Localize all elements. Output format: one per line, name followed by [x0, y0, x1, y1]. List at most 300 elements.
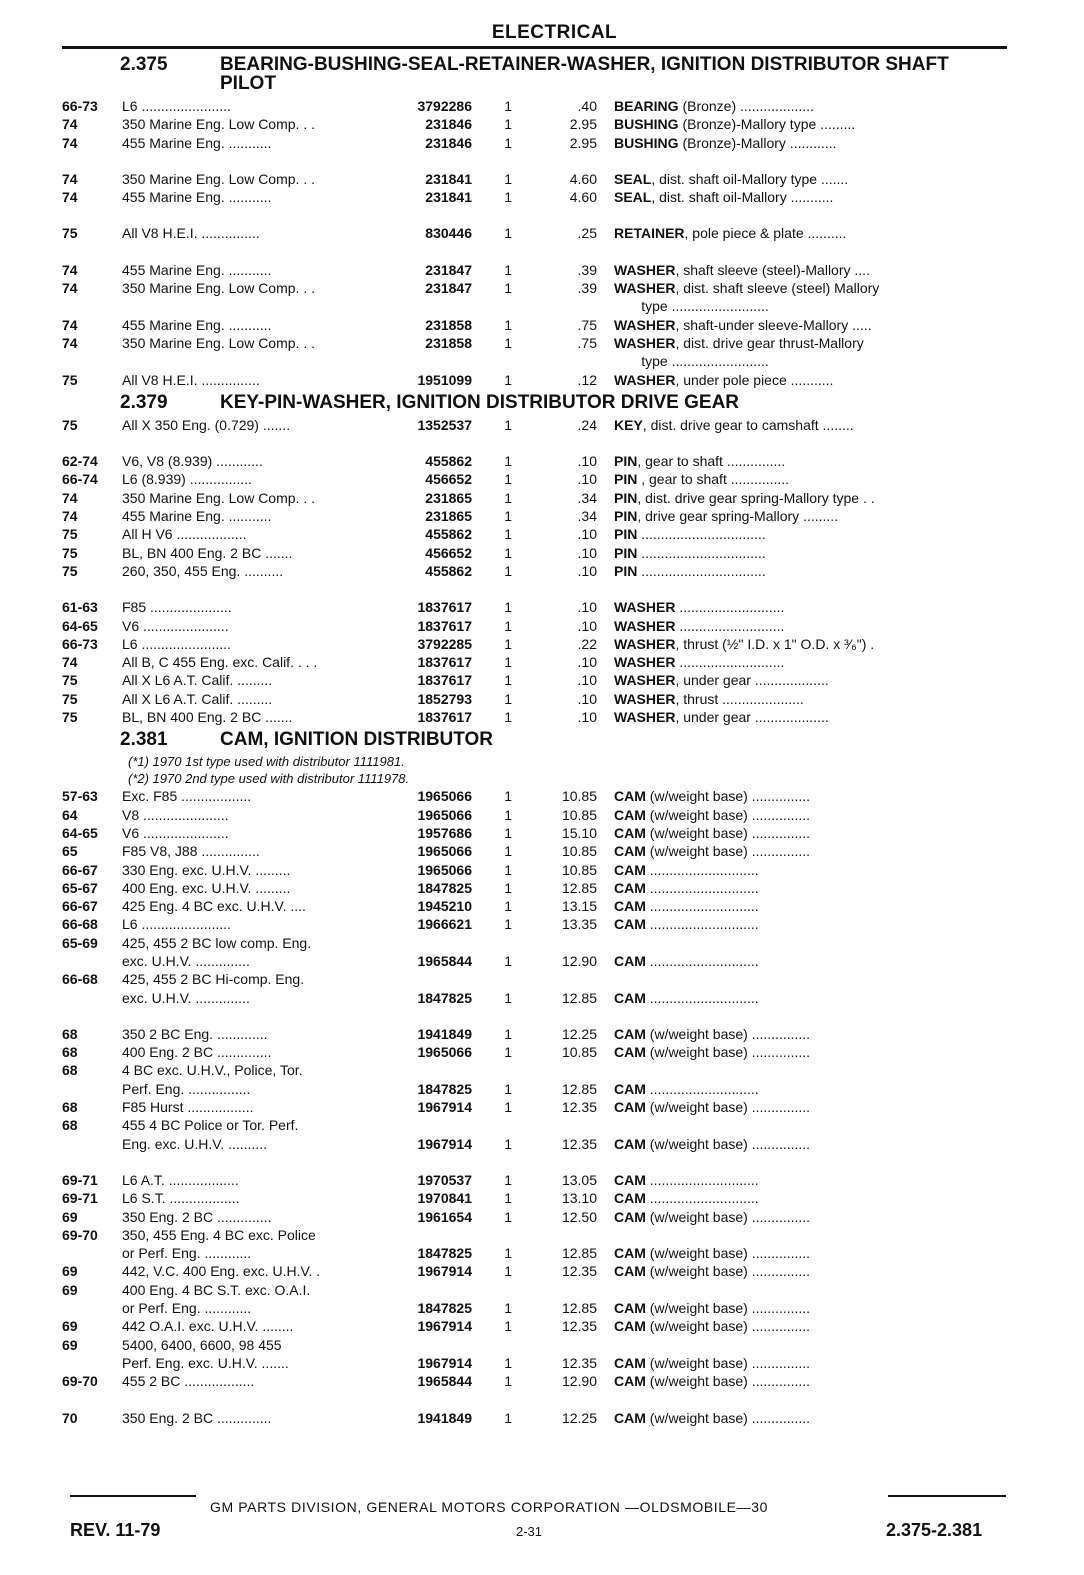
- item-name: BEARING: [614, 98, 679, 114]
- quantity: 1: [504, 1373, 512, 1390]
- item-name: KEY: [614, 416, 643, 433]
- price: .10: [577, 544, 597, 561]
- part-number: 1961654: [417, 1208, 472, 1225]
- part-number: 455862: [425, 453, 472, 470]
- table-row: [62, 416, 1007, 434]
- price: [512, 1226, 597, 1244]
- model-year: 65-69: [62, 934, 98, 951]
- item-detail: , pole piece & plate ..........: [684, 225, 847, 242]
- price: .40: [577, 98, 597, 114]
- application: L6 (8.939) ................: [122, 471, 252, 488]
- item-name: CAM: [614, 1354, 646, 1371]
- model-year: 74: [62, 508, 78, 525]
- part-number: 231846: [425, 134, 472, 151]
- price: [512, 1061, 597, 1079]
- quantity: 1: [504, 1080, 512, 1097]
- description: [597, 97, 974, 115]
- item-detail: , dist. shaft oil-Mallory ...........: [651, 189, 834, 206]
- application: 350 Eng. 2 BC ..............: [122, 1208, 272, 1225]
- quantity: 1: [504, 334, 512, 351]
- application: 5400, 6400, 6600, 98 455: [122, 1336, 282, 1353]
- item-detail: ............................: [645, 898, 759, 915]
- part-number: 1847825: [417, 879, 472, 896]
- quantity: 1: [504, 1208, 512, 1225]
- price: [512, 1281, 597, 1299]
- part-number: 1837617: [417, 654, 472, 671]
- description: [597, 897, 974, 915]
- part-number: 231846: [425, 116, 472, 133]
- table-row: [62, 334, 1007, 352]
- price: 15.10: [561, 824, 597, 841]
- item-name: CAM: [614, 989, 646, 1006]
- part-number: 1837617: [417, 672, 472, 689]
- model-year: 75: [62, 562, 78, 579]
- application: 4 BC exc. U.H.V., Police, Tor.: [122, 1062, 303, 1079]
- table-row: [62, 952, 1007, 970]
- part-number: [392, 1116, 472, 1134]
- description: [597, 1116, 974, 1134]
- part-number: [392, 1226, 472, 1244]
- quantity: 1: [504, 843, 512, 860]
- item-name: CAM: [614, 1190, 646, 1207]
- item-detail: ............................: [645, 952, 759, 969]
- price: .12: [577, 371, 597, 388]
- item-name: WASHER: [614, 261, 676, 278]
- application: 455 Marine Eng. ...........: [122, 134, 272, 151]
- quantity: [472, 970, 512, 988]
- item-detail: ................................: [637, 544, 766, 561]
- table-row: [62, 806, 1007, 824]
- section-heading: [62, 393, 1007, 412]
- part-number: 3792285: [417, 635, 472, 652]
- price: 12.85: [561, 989, 597, 1006]
- item-name: CAM: [614, 1409, 646, 1426]
- part-number: 1967914: [417, 1318, 472, 1335]
- item-name: WASHER: [614, 709, 676, 726]
- model-year: 64-65: [62, 824, 98, 841]
- item-detail: ............................: [645, 1080, 759, 1097]
- item-name: PIN: [614, 489, 638, 506]
- item-detail: ...........................: [675, 617, 785, 634]
- part-number: 1970537: [417, 1171, 472, 1188]
- quantity: 1: [504, 635, 512, 652]
- price: 4.60: [569, 170, 597, 187]
- item-detail: ............................: [645, 1171, 759, 1188]
- model-year: 68: [62, 1117, 78, 1134]
- part-number: [392, 1061, 472, 1079]
- part-number: [392, 297, 472, 315]
- model-year: 68: [62, 1099, 78, 1116]
- application: Exc. F85 ..................: [122, 788, 252, 805]
- item-name: CAM: [614, 1171, 646, 1188]
- application: V6 ......................: [122, 824, 229, 841]
- part-number: 1941849: [417, 1409, 472, 1426]
- item-detail: ...........................: [675, 654, 785, 671]
- row-spacer: [62, 434, 1007, 452]
- description: [597, 1244, 974, 1262]
- quantity: 1: [504, 1025, 512, 1042]
- model-year: 75: [62, 526, 78, 543]
- price: .39: [577, 280, 597, 297]
- quantity: 1: [504, 916, 512, 933]
- application: 455 Marine Eng. ...........: [122, 261, 272, 278]
- price: 4.60: [569, 189, 597, 206]
- quantity: 1: [504, 672, 512, 689]
- model-year: 66-68: [62, 971, 98, 988]
- part-number: 231847: [425, 280, 472, 297]
- table-row: [62, 544, 1007, 562]
- model-year: 66-67: [62, 898, 98, 915]
- application: 425 Eng. 4 BC exc. U.H.V. ....: [122, 898, 306, 915]
- item-detail: , dist. drive gear to camshaft ........: [642, 416, 854, 433]
- item-name: WASHER: [614, 635, 676, 652]
- table-row: [62, 1098, 1007, 1116]
- description: [597, 1025, 974, 1043]
- description: [597, 1189, 974, 1207]
- quantity: 1: [504, 898, 512, 915]
- description: [597, 1043, 974, 1061]
- table-row: [62, 297, 1007, 315]
- application: 400 Eng. 4 BC S.T. exc. O.A.I.: [122, 1281, 311, 1298]
- item-name: BUSHING: [614, 116, 679, 133]
- price: 2.95: [569, 116, 597, 133]
- description: [597, 952, 974, 970]
- price: 12.90: [561, 1373, 597, 1390]
- description: [597, 842, 974, 860]
- table-row: [62, 1043, 1007, 1061]
- application: 455 Marine Eng. ...........: [122, 316, 272, 333]
- item-name: CAM: [614, 1245, 646, 1262]
- item-detail: ............................: [645, 861, 759, 878]
- table-row: [62, 1317, 1007, 1335]
- quantity: 1: [504, 508, 512, 525]
- item-name: PIN: [614, 471, 638, 488]
- item-detail: (w/weight base) ...............: [645, 824, 811, 841]
- table-row: [62, 470, 1007, 488]
- table-row: [62, 261, 1007, 279]
- model-year: 69-70: [62, 1373, 98, 1390]
- application: F85 .....................: [122, 599, 232, 616]
- quantity: 1: [504, 617, 512, 634]
- description: [597, 1336, 974, 1354]
- part-number: 1847825: [417, 1245, 472, 1262]
- quantity: 1: [504, 861, 512, 878]
- table-row: [62, 824, 1007, 842]
- quantity: 1: [504, 471, 512, 488]
- description: [597, 806, 974, 824]
- table-row: [62, 1025, 1007, 1043]
- application: 350 Marine Eng. Low Comp. . .: [122, 116, 315, 133]
- description: [597, 671, 974, 689]
- item-detail: (w/weight base) ...............: [645, 1208, 811, 1225]
- quantity: [472, 934, 512, 952]
- part-number: 1941849: [417, 1025, 472, 1042]
- price: .10: [577, 453, 597, 470]
- description: [597, 224, 974, 242]
- quantity: 1: [504, 416, 512, 433]
- description: [597, 188, 974, 206]
- part-number: 1967914: [417, 1263, 472, 1280]
- model-year: 69: [62, 1281, 78, 1298]
- quantity: 1: [504, 170, 512, 187]
- price: 12.25: [561, 1025, 597, 1042]
- quantity: 1: [504, 134, 512, 151]
- quantity: [472, 1061, 512, 1079]
- application: 350 Marine Eng. Low Comp. . .: [122, 334, 315, 351]
- application: Perf. Eng. exc. U.H.V. .......: [122, 1354, 289, 1371]
- table-row: [62, 635, 1007, 653]
- item-detail: (w/weight base) ...............: [645, 1318, 811, 1335]
- quantity: 1: [504, 98, 512, 114]
- table-row: [62, 134, 1007, 152]
- item-name: WASHER: [614, 371, 676, 388]
- table-row: [62, 188, 1007, 206]
- item-detail: (w/weight base) ...............: [645, 1409, 811, 1426]
- quantity: [472, 1336, 512, 1354]
- item-name: CAM: [614, 1300, 646, 1317]
- description: [597, 690, 974, 708]
- application: 260, 350, 455 Eng. ..........: [122, 562, 284, 579]
- price: 12.35: [561, 1135, 597, 1152]
- item-detail: (w/weight base) ...............: [645, 1300, 811, 1317]
- price: .10: [577, 654, 597, 671]
- item-detail: (w/weight base) ...............: [645, 806, 811, 823]
- description: [597, 1098, 974, 1116]
- model-year: 66-68: [62, 916, 98, 933]
- quantity: 1: [504, 806, 512, 823]
- part-number: 1965066: [417, 788, 472, 805]
- description: [597, 1208, 974, 1226]
- quantity: 1: [504, 1190, 512, 1207]
- table-row: [62, 1226, 1007, 1244]
- item-name: CAM: [614, 843, 646, 860]
- section-heading: [62, 55, 1007, 93]
- item-detail: , shaft-under sleeve-Mallory .....: [675, 316, 872, 333]
- description: [597, 261, 974, 279]
- item-detail: (Bronze)-Mallory type .........: [678, 116, 856, 133]
- application: All X L6 A.T. Calif. .........: [122, 690, 273, 707]
- item-name: WASHER: [614, 690, 676, 707]
- application: L6 A.T. ..................: [122, 1171, 239, 1188]
- table-row: [62, 525, 1007, 543]
- section-title: KEY-PIN-WASHER, IGNITION DISTRIBUTOR DRIVE GEAR: [220, 391, 740, 413]
- price: .10: [577, 672, 597, 689]
- item-detail: type .........................: [614, 353, 769, 370]
- part-number: 231858: [425, 334, 472, 351]
- description: [597, 1262, 974, 1280]
- price: 12.85: [561, 1245, 597, 1262]
- application: L6 .......................: [122, 635, 231, 652]
- application: BL, BN 400 Eng. 2 BC .......: [122, 709, 293, 726]
- application: L6 .......................: [122, 916, 231, 933]
- price: .24: [577, 416, 597, 433]
- item-name: CAM: [614, 824, 646, 841]
- application: All V8 H.E.I. ...............: [122, 371, 260, 388]
- application: All H V6 ..................: [122, 526, 247, 543]
- model-year: 61-63: [62, 599, 98, 616]
- description: [597, 525, 974, 543]
- part-number: 1967914: [417, 1135, 472, 1152]
- quantity: 1: [504, 316, 512, 333]
- table-row: [62, 97, 1007, 115]
- application: V6 ......................: [122, 617, 229, 634]
- application: 442, V.C. 400 Eng. exc. U.H.V. .: [122, 1263, 321, 1280]
- model-year: 74: [62, 189, 78, 206]
- quantity: 1: [504, 225, 512, 242]
- application: 350 Marine Eng. Low Comp. . .: [122, 489, 315, 506]
- model-year: 75: [62, 690, 78, 707]
- description: [597, 915, 974, 933]
- table-row: [62, 316, 1007, 334]
- table-row: [62, 842, 1007, 860]
- item-name: WASHER: [614, 280, 676, 297]
- quantity: [472, 1226, 512, 1244]
- price: 2.95: [569, 134, 597, 151]
- item-detail: , dist. drive gear thrust-Mallory: [675, 334, 864, 351]
- price: .75: [577, 316, 597, 333]
- item-name: CAM: [614, 1025, 646, 1042]
- application: exc. U.H.V. ..............: [122, 989, 250, 1006]
- quantity: 1: [504, 1300, 512, 1317]
- application: F85 V8, J88 ...............: [122, 843, 260, 860]
- table-row: [62, 1061, 1007, 1079]
- price: .10: [577, 562, 597, 579]
- price: [512, 934, 597, 952]
- model-year: 57-63: [62, 788, 98, 805]
- table-row: [62, 1354, 1007, 1372]
- item-name: WASHER: [614, 654, 676, 671]
- application: 350 2 BC Eng. .............: [122, 1025, 268, 1042]
- application: 455 2 BC ..................: [122, 1373, 255, 1390]
- description: [597, 934, 974, 952]
- model-year: 74: [62, 116, 78, 133]
- item-name: CAM: [614, 952, 646, 969]
- item-detail: (w/weight base) ...............: [645, 1044, 811, 1061]
- quantity: 1: [504, 1263, 512, 1280]
- application: 425, 455 2 BC Hi-comp. Eng.: [122, 971, 305, 988]
- footer-rule-right: [888, 1495, 1006, 1497]
- description: [597, 544, 974, 562]
- description: [597, 1372, 974, 1390]
- item-name: WASHER: [614, 334, 676, 351]
- description: [597, 653, 974, 671]
- description: [597, 1080, 974, 1098]
- part-number: 1957686: [417, 824, 472, 841]
- quantity: 1: [504, 1044, 512, 1061]
- table-row: [62, 671, 1007, 689]
- part-number: 1837617: [417, 599, 472, 616]
- description: [597, 1061, 974, 1079]
- section-number: 2.381: [120, 729, 168, 751]
- row-spacer: [62, 1153, 1007, 1171]
- application: All X 350 Eng. (0.729) .......: [122, 416, 291, 433]
- model-year: 69-71: [62, 1171, 98, 1188]
- section-title: CAM, IGNITION DISTRIBUTOR: [220, 729, 494, 751]
- application: [122, 297, 392, 315]
- item-detail: , under pole piece ...........: [675, 371, 834, 388]
- revision-label: REV. 11-79: [70, 1520, 161, 1540]
- model-year: 66-73: [62, 98, 98, 114]
- table-row: [62, 1171, 1007, 1189]
- item-detail: (w/weight base) ...............: [645, 1263, 811, 1280]
- application: 400 Eng. exc. U.H.V. .........: [122, 879, 291, 896]
- quantity: 1: [504, 952, 512, 969]
- price: 12.90: [561, 952, 597, 969]
- price: 13.15: [561, 898, 597, 915]
- table-row: [62, 897, 1007, 915]
- price: .22: [577, 635, 597, 652]
- item-name: CAM: [614, 1080, 646, 1097]
- table-row: [62, 934, 1007, 952]
- item-name: WASHER: [614, 672, 676, 689]
- price: 12.35: [561, 1263, 597, 1280]
- quantity: 1: [504, 824, 512, 841]
- part-number: 455862: [425, 562, 472, 579]
- application: 442 O.A.I. exc. U.H.V. ........: [122, 1318, 294, 1335]
- model-year: [62, 952, 122, 970]
- part-number: 1965844: [417, 952, 472, 969]
- price: 12.35: [561, 1354, 597, 1371]
- price: .25: [577, 225, 597, 242]
- quantity: [472, 1281, 512, 1299]
- part-number: [392, 934, 472, 952]
- item-detail: ................................: [637, 526, 766, 543]
- price: 12.85: [561, 1080, 597, 1097]
- application: All B, C 455 Eng. exc. Calif. . . .: [122, 654, 318, 671]
- quantity: 1: [504, 788, 512, 805]
- part-number: 231841: [425, 170, 472, 187]
- model-year: 75: [62, 416, 78, 433]
- section-number: 2.379: [120, 391, 168, 413]
- table-row: [62, 690, 1007, 708]
- item-detail: (w/weight base) ...............: [645, 1354, 811, 1371]
- item-detail: ............................: [645, 916, 759, 933]
- item-detail: , dist. drive gear spring-Mallory type . .: [637, 489, 875, 506]
- model-year: 74: [62, 654, 78, 671]
- item-detail: ................................: [637, 562, 766, 579]
- part-number: 1852793: [417, 690, 472, 707]
- model-year: 68: [62, 1044, 78, 1061]
- model-year: [62, 1135, 122, 1153]
- part-number: 1945210: [417, 898, 472, 915]
- item-detail: , gear to shaft ...............: [637, 471, 790, 488]
- row-spacer: [62, 243, 1007, 261]
- table-row: [62, 1372, 1007, 1390]
- price: 12.85: [561, 1300, 597, 1317]
- item-name: PIN: [614, 526, 638, 543]
- quantity: 1: [504, 1318, 512, 1335]
- item-name: CAM: [614, 788, 646, 805]
- page-number: 2-31: [516, 1524, 543, 1539]
- part-number: 1967914: [417, 1099, 472, 1116]
- quantity: 1: [504, 371, 512, 388]
- table-row: [62, 708, 1007, 726]
- price: .10: [577, 471, 597, 488]
- item-detail: (w/weight base) ...............: [645, 1025, 811, 1042]
- part-number: 1966621: [417, 916, 472, 933]
- item-name: PIN: [614, 453, 638, 470]
- model-year: 75: [62, 544, 78, 561]
- part-number: 830446: [425, 225, 472, 242]
- application: [122, 352, 392, 370]
- item-name: CAM: [614, 898, 646, 915]
- item-detail: (w/weight base) ...............: [645, 1373, 811, 1390]
- price: [512, 352, 597, 370]
- item-name: RETAINER: [614, 225, 685, 242]
- item-name: WASHER: [614, 617, 676, 634]
- price: 10.85: [561, 788, 597, 805]
- description: [597, 334, 974, 352]
